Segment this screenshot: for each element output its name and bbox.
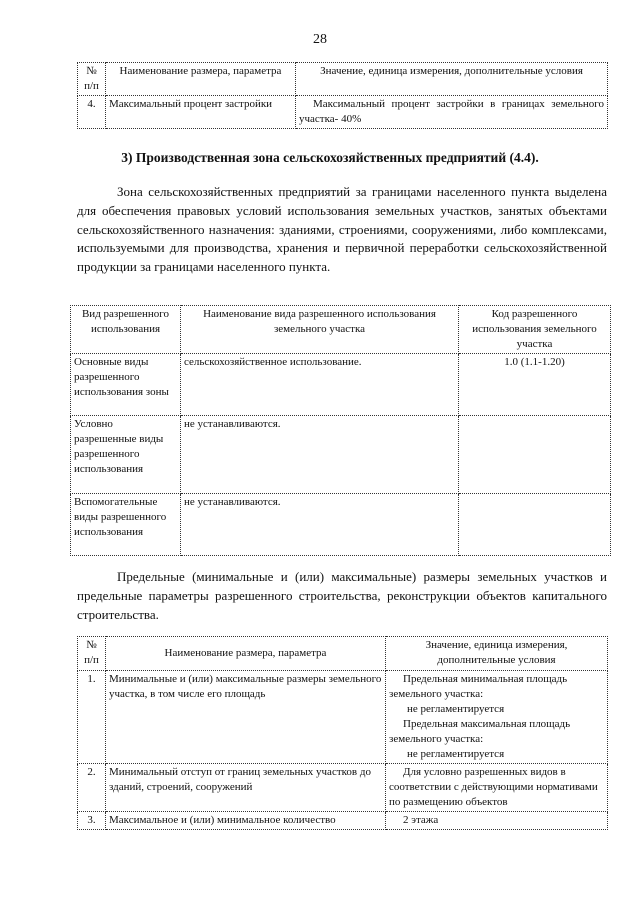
- row-name: Минимальный отступ от границ земельных участков до зданий, строений, сооружений: [106, 764, 386, 812]
- header-num: № п/п: [78, 637, 106, 671]
- row-code: [459, 416, 611, 494]
- table-row: [71, 354, 611, 416]
- page-number: 28: [313, 32, 327, 47]
- header-use-name: Наименование вида разрешенного использования земельного участка: [181, 306, 459, 354]
- row-kind: Вспомогательные виды разрешенного использования: [71, 494, 181, 556]
- row-num: 3.: [78, 812, 106, 830]
- header-code: Код разрешенного использования земельного участка: [459, 306, 611, 354]
- row-code: 1.0 (1.1-1.20): [459, 354, 611, 416]
- header-name: Наименование размера, параметра: [106, 63, 296, 96]
- table-row: [71, 416, 611, 494]
- row-value: [386, 764, 608, 812]
- table-header-row: [78, 637, 608, 671]
- limits-table: [77, 636, 608, 830]
- row-num: 1.: [78, 671, 106, 764]
- row-code: [459, 494, 611, 556]
- table-row: [78, 812, 608, 830]
- value-line: не регламентируется: [407, 703, 505, 715]
- header-num: № п/п: [78, 63, 106, 96]
- header-value: Значение, единица измерения, дополнительные условия: [296, 63, 608, 96]
- value-line: Предельная максимальная площадь земельного участка:: [389, 718, 571, 745]
- row-use-name: не устанавливаются.: [181, 416, 459, 494]
- value-line: 2 этажа: [403, 814, 439, 826]
- row-kind: Основные виды разрешенного использования зоны: [71, 354, 181, 416]
- params-table-continued: [77, 62, 608, 129]
- row-num: 4.: [78, 96, 106, 129]
- header-value: Значение, единица измерения, дополнительные условия: [386, 637, 608, 671]
- limits-paragraph: Предельные (минимальные и (или) максимальные) размеры земельных участков и предельные параметры разрешенного строительства, реконструкции объектов капитального строительства.: [77, 569, 607, 622]
- table-row: [78, 96, 608, 129]
- row-num: 2.: [78, 764, 106, 812]
- table-row: [78, 671, 608, 764]
- row-name: Минимальные и (или) максимальные размеры земельного участка, в том числе его площадь: [106, 671, 386, 764]
- table-row: [71, 494, 611, 556]
- table-header-row: [78, 63, 608, 96]
- row-value: [386, 671, 608, 764]
- row-use-name: не устанавливаются.: [181, 494, 459, 556]
- table-header-row: [71, 306, 611, 354]
- value-line: не регламентируется: [407, 748, 505, 760]
- row-name: Максимальное и (или) минимальное количество: [106, 812, 386, 830]
- row-use-name: сельскохозяйственное использование.: [181, 354, 459, 416]
- value-line: Предельная минимальная площадь земельного участка:: [389, 673, 568, 700]
- row-name: Максимальный процент застройки: [106, 96, 296, 129]
- header-name: Наименование размера, параметра: [106, 637, 386, 671]
- row-kind: Условно разрешенные виды разрешенного использования: [71, 416, 181, 494]
- table-row: [78, 764, 608, 812]
- section-heading: 3) Производственная зона сельскохозяйственных предприятий (4.4).: [121, 150, 539, 165]
- row-value: Максимальный процент застройки в границах земельного участка- 40%: [296, 96, 608, 129]
- land-use-table: [70, 305, 611, 556]
- header-kind: Вид разрешенного использования: [71, 306, 181, 354]
- intro-paragraph: Зона сельскохозяйственных предприятий за границами населенного пункта выделена для обеспечения правовых условий использования земельных участков, занятых объектами сельскохозяйственного назначения: зданиями, строениями, сооружениями, либо комплексами, используемыми для производства, хранения и первичной переработки сельскохозяйственной продукции за границами населенного пункта.: [77, 184, 607, 275]
- value-line: Для условно разрешенных видов в соответствии с действующими нормативами по размещению объектов: [389, 766, 598, 808]
- row-value: [386, 812, 608, 830]
